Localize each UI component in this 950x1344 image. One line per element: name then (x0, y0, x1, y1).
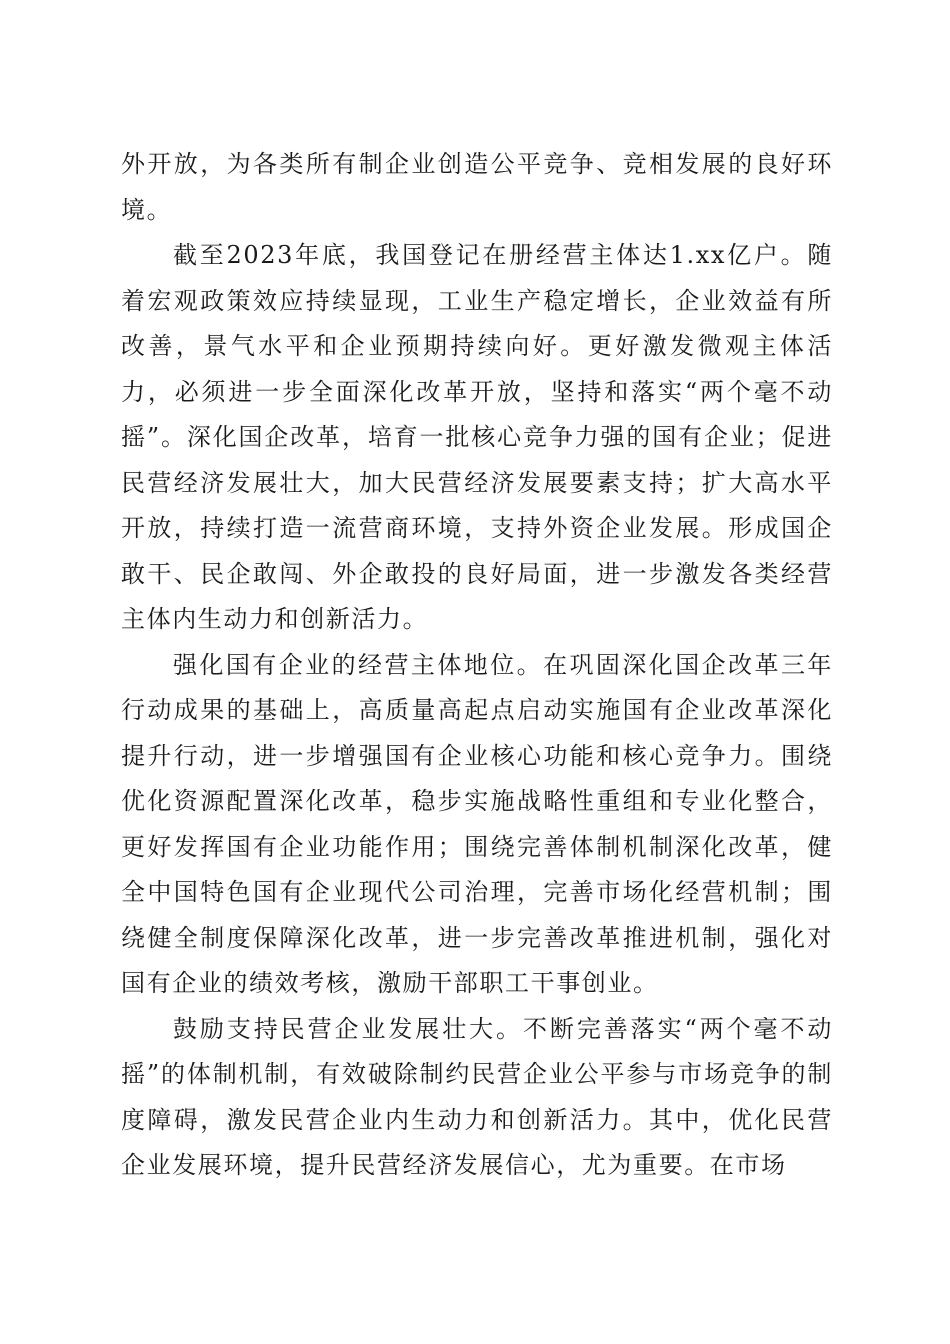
body-text (121, 142, 833, 1189)
paragraph-state-owned-enterprises: 强化国有企业的经营主体地位。在巩固深化国企改革三年行动成果的基础上，高质量高起点启动实施国有企业改革深化提升行动，进一步增强国有企业核心功能和核心竞争力。围绕优化资源配置深化改革，稳步实施战略性重组和专业化整合，更好发挥国有企业功能作用；围绕完善体制机制深化改革，健全中国特色国有企业现代公司治理，完善市场化经营机制；围绕健全制度保障深化改革，进一步完善改革推进机制，强化对国有企业的绩效考核，激励干部职工干事创业。 (121, 650, 833, 997)
paragraph-business-entities: 截至2023年底，我国登记在册经营主体达1.xx亿户。随着宏观政策效应持续显现，工业生产稳定增长，企业效益有所改善，景气水平和企业预期持续向好。更好激发微观主体活力，必须进一步全面深化改革开放，坚持和落实“两个毫不动摇”。深化国企改革，培育一批核心竞争力强的国有企业；促进民营经济发展壮大，加大民营经济发展要素支持；扩大高水平开放，持续打造一流营商环境，支持外资企业发展。形成国企敢干、民企敢闯、外企敢投的良好局面，进一步激发各类经营主体内生动力和创新活力。 (121, 241, 833, 633)
paragraph-continuation: 外开放，为各类所有制企业创造公平竞争、竞相发展的良好环境。 (121, 150, 833, 224)
paragraph-private-enterprises: 鼓励支持民营企业发展壮大。不断完善落实“两个毫不动摇”的体制机制，有效破除制约民营企业公平参与市场竞争的制度障碍，激发民营企业内生动力和创新活力。其中，优化民营企业发展环境，提升民营经济发展信心，尤为重要。在市场 (121, 1014, 833, 1179)
